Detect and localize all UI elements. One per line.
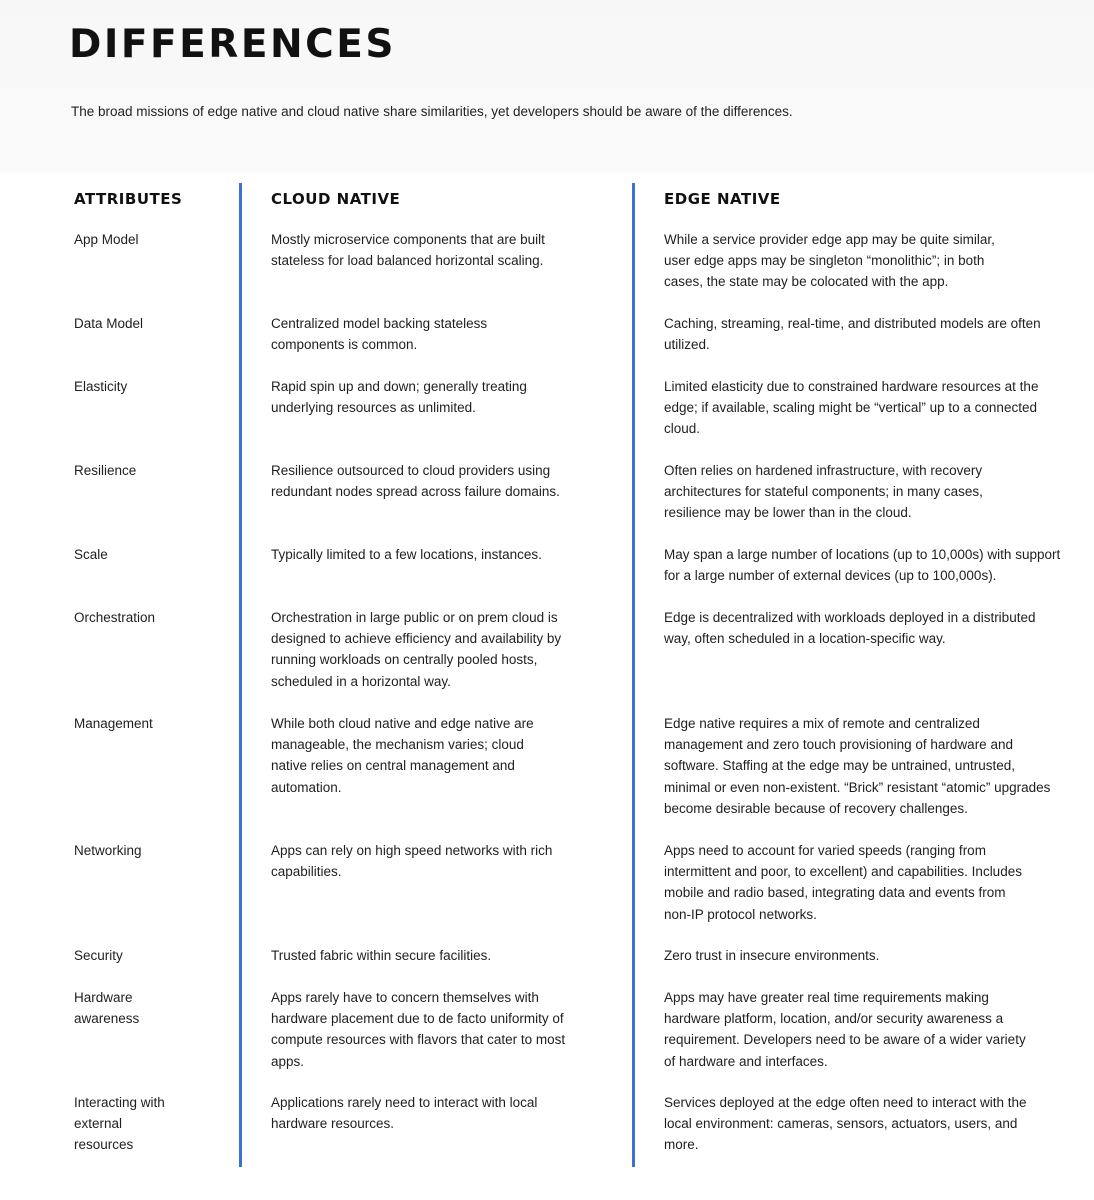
edge-native-cell: Caching, streaming, real-time, and distributed models are often utilized. bbox=[664, 316, 1041, 353]
column-divider-left bbox=[239, 183, 242, 1167]
cloud-native-cell: Rapid spin up and down; generally treating underlying resources as unlimited. bbox=[271, 379, 527, 416]
edge-native-cell: While a service provider edge app may be quite similar, user edge apps may be singleton “monolithic”; in both cases, the state may be colocated with the app. bbox=[664, 232, 995, 290]
cloud-native-cell: Orchestration in large public or on prem cloud is designed to achieve efficiency and availability by running workloads on centrally pooled hosts, scheduled in a horizontal way. bbox=[271, 610, 562, 689]
attribute-cell: Networking bbox=[74, 843, 142, 858]
cloud-native-cell: Apps can rely on high speed networks with rich capabilities. bbox=[271, 843, 553, 880]
edge-native-cell: Apps need to account for varied speeds (ranging from intermittent and poor, to excellent) and capabilities. Includes mobile and radio based, integrating data and events from non-IP protocol networks. bbox=[664, 843, 1022, 922]
attribute-cell: Interacting with external resources bbox=[74, 1095, 165, 1153]
attribute-cell: Scale bbox=[74, 547, 108, 562]
edge-native-cell: Edge native requires a mix of remote and centralized management and zero touch provisioning of hardware and software. Staffing at the edge may be untrained, untrusted, minimal or even non-existent. “Brick” resistant “atomic” upgrades become desirable because of recovery challenges. bbox=[664, 716, 1051, 816]
attribute-cell: Orchestration bbox=[74, 610, 156, 625]
edge-native-cell: Often relies on hardened infrastructure, with recovery architectures for stateful components; in many cases, resilience may be lower than in the cloud. bbox=[664, 463, 983, 521]
attribute-cell: Elasticity bbox=[74, 379, 128, 394]
cloud-native-cell: Resilience outsourced to cloud providers using redundant nodes spread across failure domains. bbox=[271, 463, 560, 500]
attribute-cell: Hardware awareness bbox=[74, 990, 140, 1027]
attribute-cell: Data Model bbox=[74, 316, 144, 331]
cloud-native-cell: While both cloud native and edge native are manageable, the mechanism varies; cloud native relies on central management and automation. bbox=[271, 716, 534, 795]
cloud-native-cell: Mostly microservice components that are built stateless for load balanced horizontal scaling. bbox=[271, 232, 545, 269]
cloud-native-cell: Apps rarely have to concern themselves with hardware placement due to de facto uniformity of compute resources with flavors that cater to most apps. bbox=[271, 990, 566, 1069]
column-divider-right bbox=[632, 183, 635, 1167]
column-header-attributes: ATTRIBUTES bbox=[74, 190, 183, 208]
edge-native-cell: Services deployed at the edge often need to interact with the local environment: cameras, sensors, actuators, users, and more. bbox=[664, 1095, 1027, 1153]
edge-native-cell: Edge is decentralized with workloads deployed in a distributed way, often scheduled in a location-specific way. bbox=[664, 610, 1036, 647]
attribute-cell: App Model bbox=[74, 232, 139, 247]
cloud-native-cell: Centralized model backing stateless components is common. bbox=[271, 316, 488, 353]
cloud-native-cell: Typically limited to a few locations, instances. bbox=[271, 547, 542, 562]
attribute-cell: Resilience bbox=[74, 463, 137, 478]
edge-native-cell: May span a large number of locations (up to 10,000s) with support for a large number of external devices (up to 100,000s). bbox=[664, 547, 1061, 584]
column-header-edge-native: EDGE NATIVE bbox=[664, 190, 781, 208]
cloud-native-cell: Trusted fabric within secure facilities. bbox=[271, 948, 492, 963]
page-title: DIFFERENCES bbox=[69, 22, 396, 67]
edge-native-cell: Apps may have greater real time requirements making hardware platform, location, and/or security awareness a requirement. Developers need to be aware of a wider variety of hardware and interfaces. bbox=[664, 990, 1026, 1069]
intro-text: The broad missions of edge native and cloud native share similarities, yet developers should be aware of the differences. bbox=[71, 104, 793, 119]
column-header-cloud-native: CLOUD NATIVE bbox=[271, 190, 401, 208]
attribute-cell: Management bbox=[74, 716, 153, 731]
edge-native-cell: Zero trust in insecure environments. bbox=[664, 948, 880, 963]
cloud-native-cell: Applications rarely need to interact with local hardware resources. bbox=[271, 1095, 538, 1132]
edge-native-cell: Limited elasticity due to constrained hardware resources at the edge; if available, scaling might be “vertical” up to a connected cloud. bbox=[664, 379, 1039, 437]
attribute-cell: Security bbox=[74, 948, 123, 963]
